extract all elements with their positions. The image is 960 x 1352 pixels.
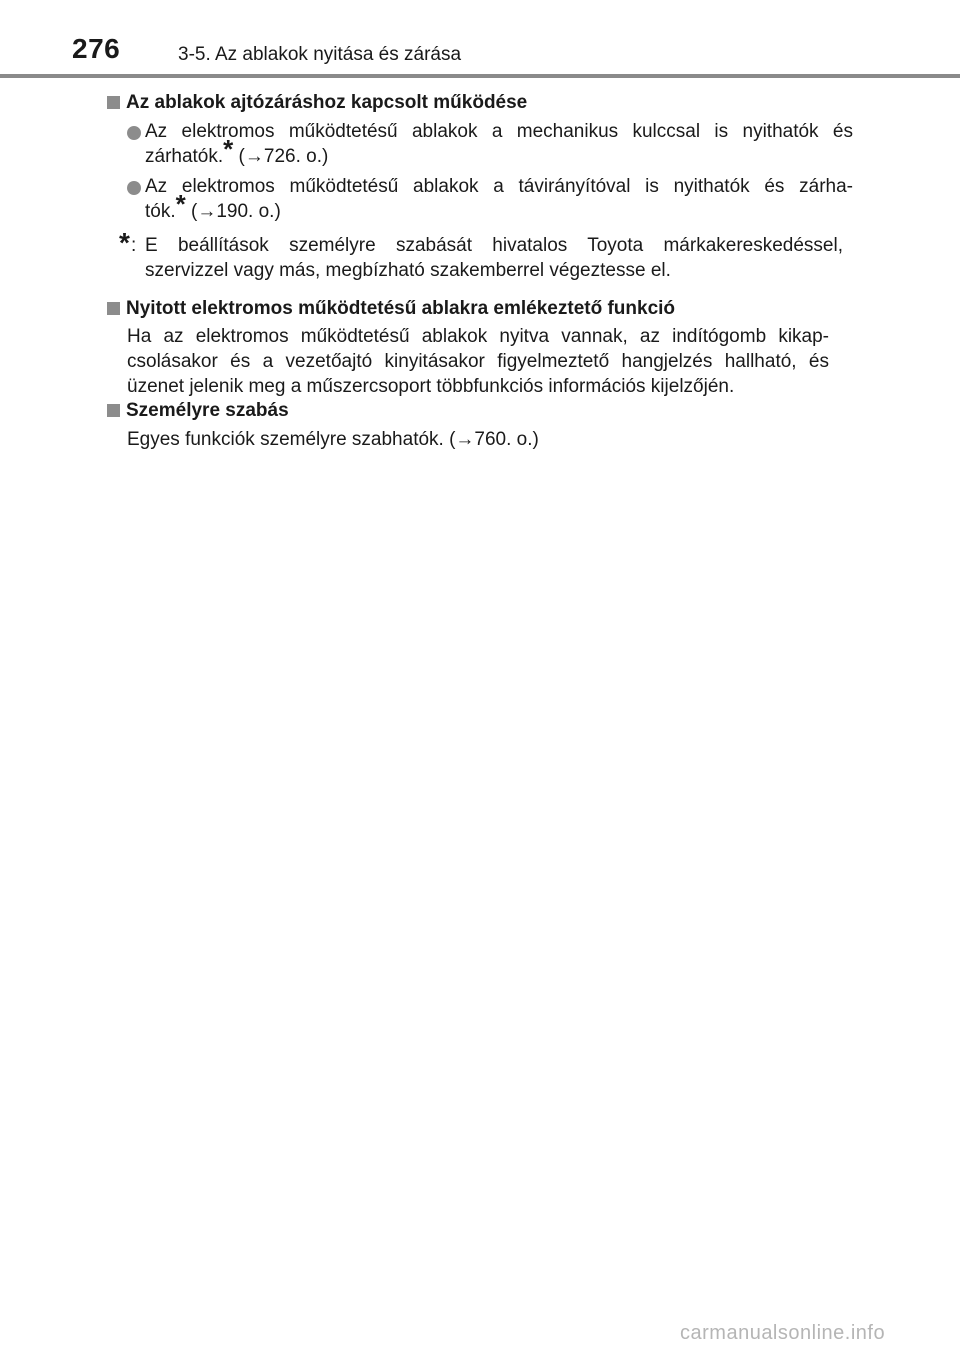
footnote-star-icon: * bbox=[175, 189, 186, 219]
footnote-colon: : bbox=[131, 235, 137, 256]
section-heading-customization bbox=[107, 400, 289, 422]
circle-bullet-icon bbox=[127, 126, 141, 140]
section-heading-open-window-reminder bbox=[107, 298, 675, 320]
text-line bbox=[145, 134, 853, 169]
square-bullet-icon bbox=[107, 404, 120, 417]
text-line: E beállítások személyre szabását hivatalos Toyota márkakereskedéssel, bbox=[145, 235, 843, 256]
text-line: szervizzel vagy más, megbízható szakemberrel végeztesse el. bbox=[145, 260, 671, 281]
page-reference-link[interactable]: (→726. o.) bbox=[233, 146, 329, 167]
bullet-paragraph-remote-control bbox=[145, 174, 853, 224]
page-header bbox=[0, 0, 960, 80]
square-bullet-icon bbox=[107, 96, 120, 109]
text-line: üzenet jelenik meg a műszercsoport többfunkciós információs kijelzőjén. bbox=[127, 376, 735, 397]
footnote-star-icon: * bbox=[119, 227, 130, 258]
chapter-title: 3-5. Az ablakok nyitása és zárása bbox=[178, 44, 462, 65]
footnote-paragraph bbox=[145, 233, 843, 283]
text-fragment: zárhatók. bbox=[145, 146, 224, 167]
paragraph-open-window-reminder bbox=[127, 324, 829, 399]
watermark: carmanualsonline.info bbox=[680, 1322, 886, 1344]
bullet-paragraph-mechanical-key bbox=[145, 119, 853, 169]
text-line: Az elektromos működtetésű ablakok a mechanikus kulccsal is nyithatók és bbox=[145, 121, 853, 142]
circle-bullet-icon bbox=[127, 181, 141, 195]
footnote-star-icon: * bbox=[223, 134, 234, 164]
page-reference-link[interactable]: (→190. o.) bbox=[185, 201, 281, 222]
text-fragment: tók. bbox=[145, 201, 176, 222]
section-heading-text: Az ablakok ajtózáráshoz kapcsolt működése bbox=[126, 92, 528, 113]
text-line: csolásakor és a vezetőajtó kinyitásakor figyelmeztető hangjelzés hallható, és bbox=[127, 351, 829, 372]
section-heading-window-lock-link bbox=[107, 92, 527, 114]
paragraph-customization bbox=[127, 427, 829, 452]
section-heading-text: Nyitott elektromos működtetésű ablakra emlékeztető funkció bbox=[126, 298, 676, 319]
text-line: Az elektromos működtetésű ablakok a távirányítóval is nyithatók és zárha- bbox=[145, 176, 853, 197]
text-line bbox=[145, 189, 853, 224]
header-rule bbox=[0, 74, 960, 78]
text-line: Ha az elektromos működtetésű ablakok nyitva vannak, az indítógomb kikap- bbox=[127, 326, 829, 347]
page-number: 276 bbox=[72, 33, 121, 64]
square-bullet-icon bbox=[107, 302, 120, 315]
text-line: Egyes funkciók személyre szabhatók. (→760. o.) bbox=[127, 429, 539, 450]
section-heading-text: Személyre szabás bbox=[126, 400, 289, 421]
